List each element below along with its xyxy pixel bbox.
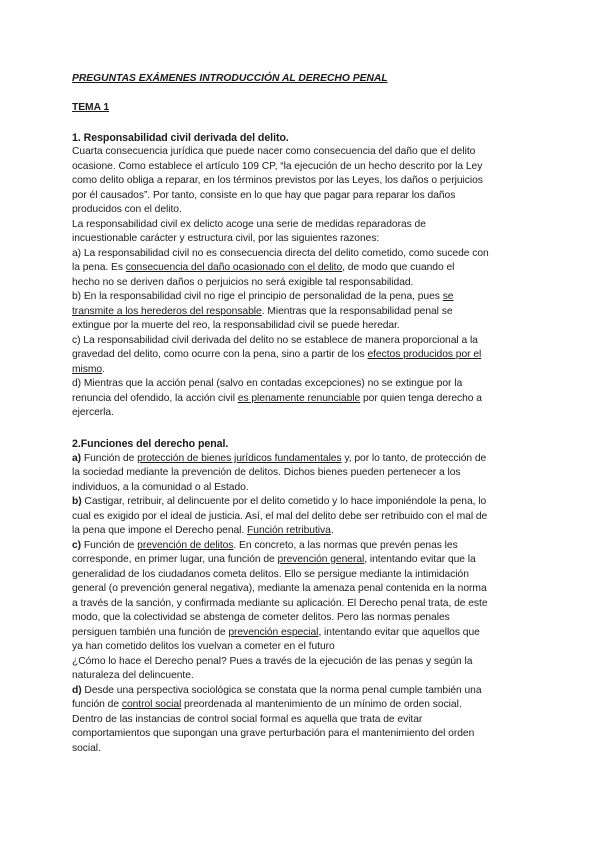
function-c-line (72, 539, 458, 553)
function-d-line (72, 698, 462, 712)
section-1-line: como delito obliga a reparar, en los términos previstos por las Leyes, los daños o perjuicios (72, 175, 483, 186)
section-1-line: La responsabilidad civil ex delicto acoge una serie de medidas reparadoras de (72, 219, 426, 230)
reason-c-line (72, 363, 105, 377)
section-1-line: producidos con el delito. (72, 204, 182, 215)
text-segment: por quien tenga derecho a (360, 393, 482, 404)
function-b-line (72, 524, 334, 538)
reason-d-line: ejercerla. (72, 407, 114, 418)
reason-a-line (72, 261, 454, 275)
section-1-heading: 1. Responsabilidad civil derivada del delito. (72, 132, 289, 144)
underlined-phrase: prevención de delitos (137, 540, 234, 551)
underlined-phrase: mismo (72, 364, 103, 375)
function-c-line: ya han cometido delitos los vuelvan a cometer en el futuro (72, 641, 335, 652)
underlined-phrase: transmite a los herederos del responsable (72, 306, 262, 317)
function-d-line: Dentro de las instancias de control social formal es aquella que trata de evitar (72, 714, 423, 725)
underlined-phrase: se (442, 291, 454, 302)
reason-c-line: c) La responsabilidad civil derivada del delito no se establece de manera proporcional a la (72, 335, 478, 346)
underlined-phrase: es plenamente renunciable (237, 393, 361, 404)
text-segment: b) (72, 496, 82, 507)
text-segment: gravedad del delito, como ocurre con la pena, sino a partir de los (72, 349, 368, 360)
text-segment: . Mientras que la responsabilidad penal se (261, 306, 453, 317)
underlined-phrase: consecuencia del daño ocasionado con el delito (125, 262, 343, 273)
text-segment: persiguen también una función de (72, 627, 229, 638)
reason-a-line: hecho no se deriven daños o perjuicios no será exigible tal responsabilidad. (72, 277, 414, 288)
underlined-phrase: Función retributiva (247, 525, 331, 536)
text-segment: . (102, 364, 105, 375)
function-c-line: generalidad de los ciudadanos cometa delitos. Ello se persigue mediante la intimidación (72, 569, 469, 580)
text-segment: la pena. Es (72, 262, 126, 273)
text-segment: renuncia del ofendido, la acción civil (72, 393, 238, 404)
function-b-line: cual es exigido por el ideal de justicia. Así, el mal del delito debe ser retribuido con el mal de (72, 511, 488, 522)
function-d-line: social. (72, 743, 101, 754)
text-segment: c) (72, 540, 82, 551)
section-1-line: por él causados”. Por tanto, consiste en lo que hay que pagar para reparar los daños (72, 190, 456, 201)
function-a-line: individuos, a la comunidad o al Estado. (72, 482, 249, 493)
function-d-line (72, 684, 482, 698)
reason-d-line: d) Mientras que la acción penal (salvo en contadas excepciones) no se extingue por la (72, 378, 463, 389)
text-segment: función de (72, 699, 122, 710)
function-c-line: modo, que la colectividad se abstenga de cometer delitos. Pero las normas penales (72, 612, 450, 623)
text-segment: d) (72, 685, 82, 696)
text-segment: Función de (81, 540, 138, 551)
underlined-phrase: prevención general (277, 554, 365, 565)
reason-b-line (72, 305, 453, 319)
text-segment: la pena que impone el Derecho penal. (72, 525, 248, 536)
function-d-line: comportamientos que supongan una grave perturbación para el mantenimiento del orden (72, 728, 475, 739)
function-a-line (72, 452, 486, 466)
text-segment: Desde una perspectiva sociológica se constata que la norma penal cumple también una (81, 685, 482, 696)
text-segment: , intentando evitar que aquellos que (318, 627, 480, 638)
text-segment: preordenada al mantenimiento de un mínimo de orden social. (181, 699, 462, 710)
text-segment: , de modo que cuando el (342, 262, 455, 273)
reason-b-line: extingue por la muerte del reo, la responsabilidad civil se puede heredar. (72, 320, 400, 331)
section-1-line: Cuarta consecuencia jurídica que puede nacer como consecuencia del daño que el delito (72, 146, 476, 157)
text-segment: . En concreto, a las normas que prevén penas les (233, 540, 458, 551)
function-b-line (72, 495, 486, 509)
underlined-phrase: efectos producidos por el (367, 349, 482, 360)
topic-heading: TEMA 1 (72, 102, 110, 113)
text-segment: . (330, 525, 334, 536)
text-segment: , intentando evitar que la (364, 554, 476, 565)
function-c-line: general (o prevención general negativa), mediante la amenaza penal contenida en la norma (72, 583, 487, 594)
text-segment: corresponde, en primer lugar, una función de (72, 554, 278, 565)
reason-b-line (72, 290, 453, 304)
underlined-phrase: protección de bienes jurídicos fundamentales (137, 453, 342, 464)
text-segment: a) (72, 453, 82, 464)
text-segment: y, por lo tanto, de protección de (341, 453, 487, 464)
section-2-heading: 2.Funciones del derecho penal. (72, 438, 229, 450)
function-c-line: ¿Cómo lo hace el Derecho penal? Pues a través de la ejecución de las penas y según la (72, 656, 473, 667)
function-a-line: la sociedad mediante la prevención de delitos. Dichos bienes pueden pertenecer a los (72, 467, 461, 478)
reason-a-line: a) La responsabilidad civil no es consecuencia directa del delito cometido, como sucede con (72, 248, 489, 259)
section-1-line: ocasione. Como establece el artículo 109 CP, “la ejecución de un hecho descrito por la Ley (72, 161, 483, 172)
document-title: PREGUNTAS EXÁMENES INTRODUCCIÓN AL DERECHO PENAL (72, 73, 388, 84)
underlined-phrase: control social (121, 699, 182, 710)
text-segment: Castigar, retribuir, al delincuente por el delito cometido y lo hace imponiéndole la pena, lo (81, 496, 487, 507)
reason-d-line (72, 392, 482, 406)
function-c-line (72, 553, 476, 567)
function-c-line (72, 626, 480, 640)
text-segment: b) En la responsabilidad civil no rige el principio de personalidad de la pena, pues (72, 291, 443, 302)
reason-c-line (72, 348, 481, 362)
underlined-phrase: prevención especial (228, 627, 319, 638)
function-c-line: naturaleza del delincuente. (72, 670, 194, 681)
function-c-line: a través de la sanción, y confirmada mediante su aplicación. El Derecho penal trata, de este (72, 598, 488, 609)
text-segment: Función de (81, 453, 138, 464)
section-1-line: incuestionable carácter y estructura civil, por las siguientes razones: (72, 233, 380, 244)
